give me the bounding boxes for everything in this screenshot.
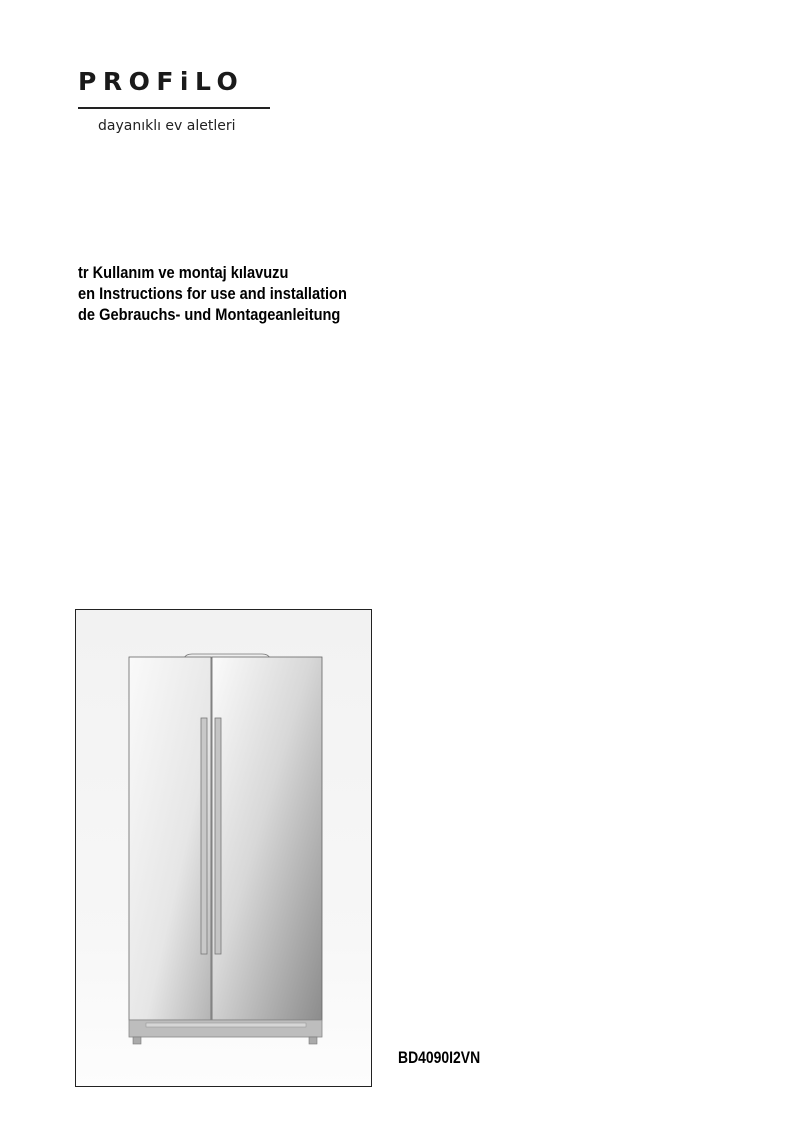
brand-tagline: dayanıklı ev aletleri — [98, 118, 236, 134]
fridge-door — [212, 657, 322, 1020]
product-illustration-frame — [75, 609, 372, 1087]
base-grille — [129, 1020, 322, 1037]
manual-titles — [78, 262, 391, 325]
logo-divider — [78, 107, 270, 109]
logo-wordmark: PROFiLO — [78, 67, 245, 96]
title-tr: tr Kullanım ve montaj kılavuzu — [78, 263, 289, 282]
freezer-door — [129, 657, 211, 1020]
fridge-handle — [215, 718, 221, 954]
brand-logo — [78, 66, 272, 109]
fridge-illustration — [76, 610, 371, 1086]
title-en: en Instructions for use and installation — [78, 284, 347, 303]
freezer-handle — [201, 718, 207, 954]
right-foot — [309, 1037, 317, 1044]
left-foot — [133, 1037, 141, 1044]
title-de: de Gebrauchs- und Montageanleitung — [78, 305, 341, 324]
model-number: BD4090I2VN — [398, 1048, 481, 1067]
